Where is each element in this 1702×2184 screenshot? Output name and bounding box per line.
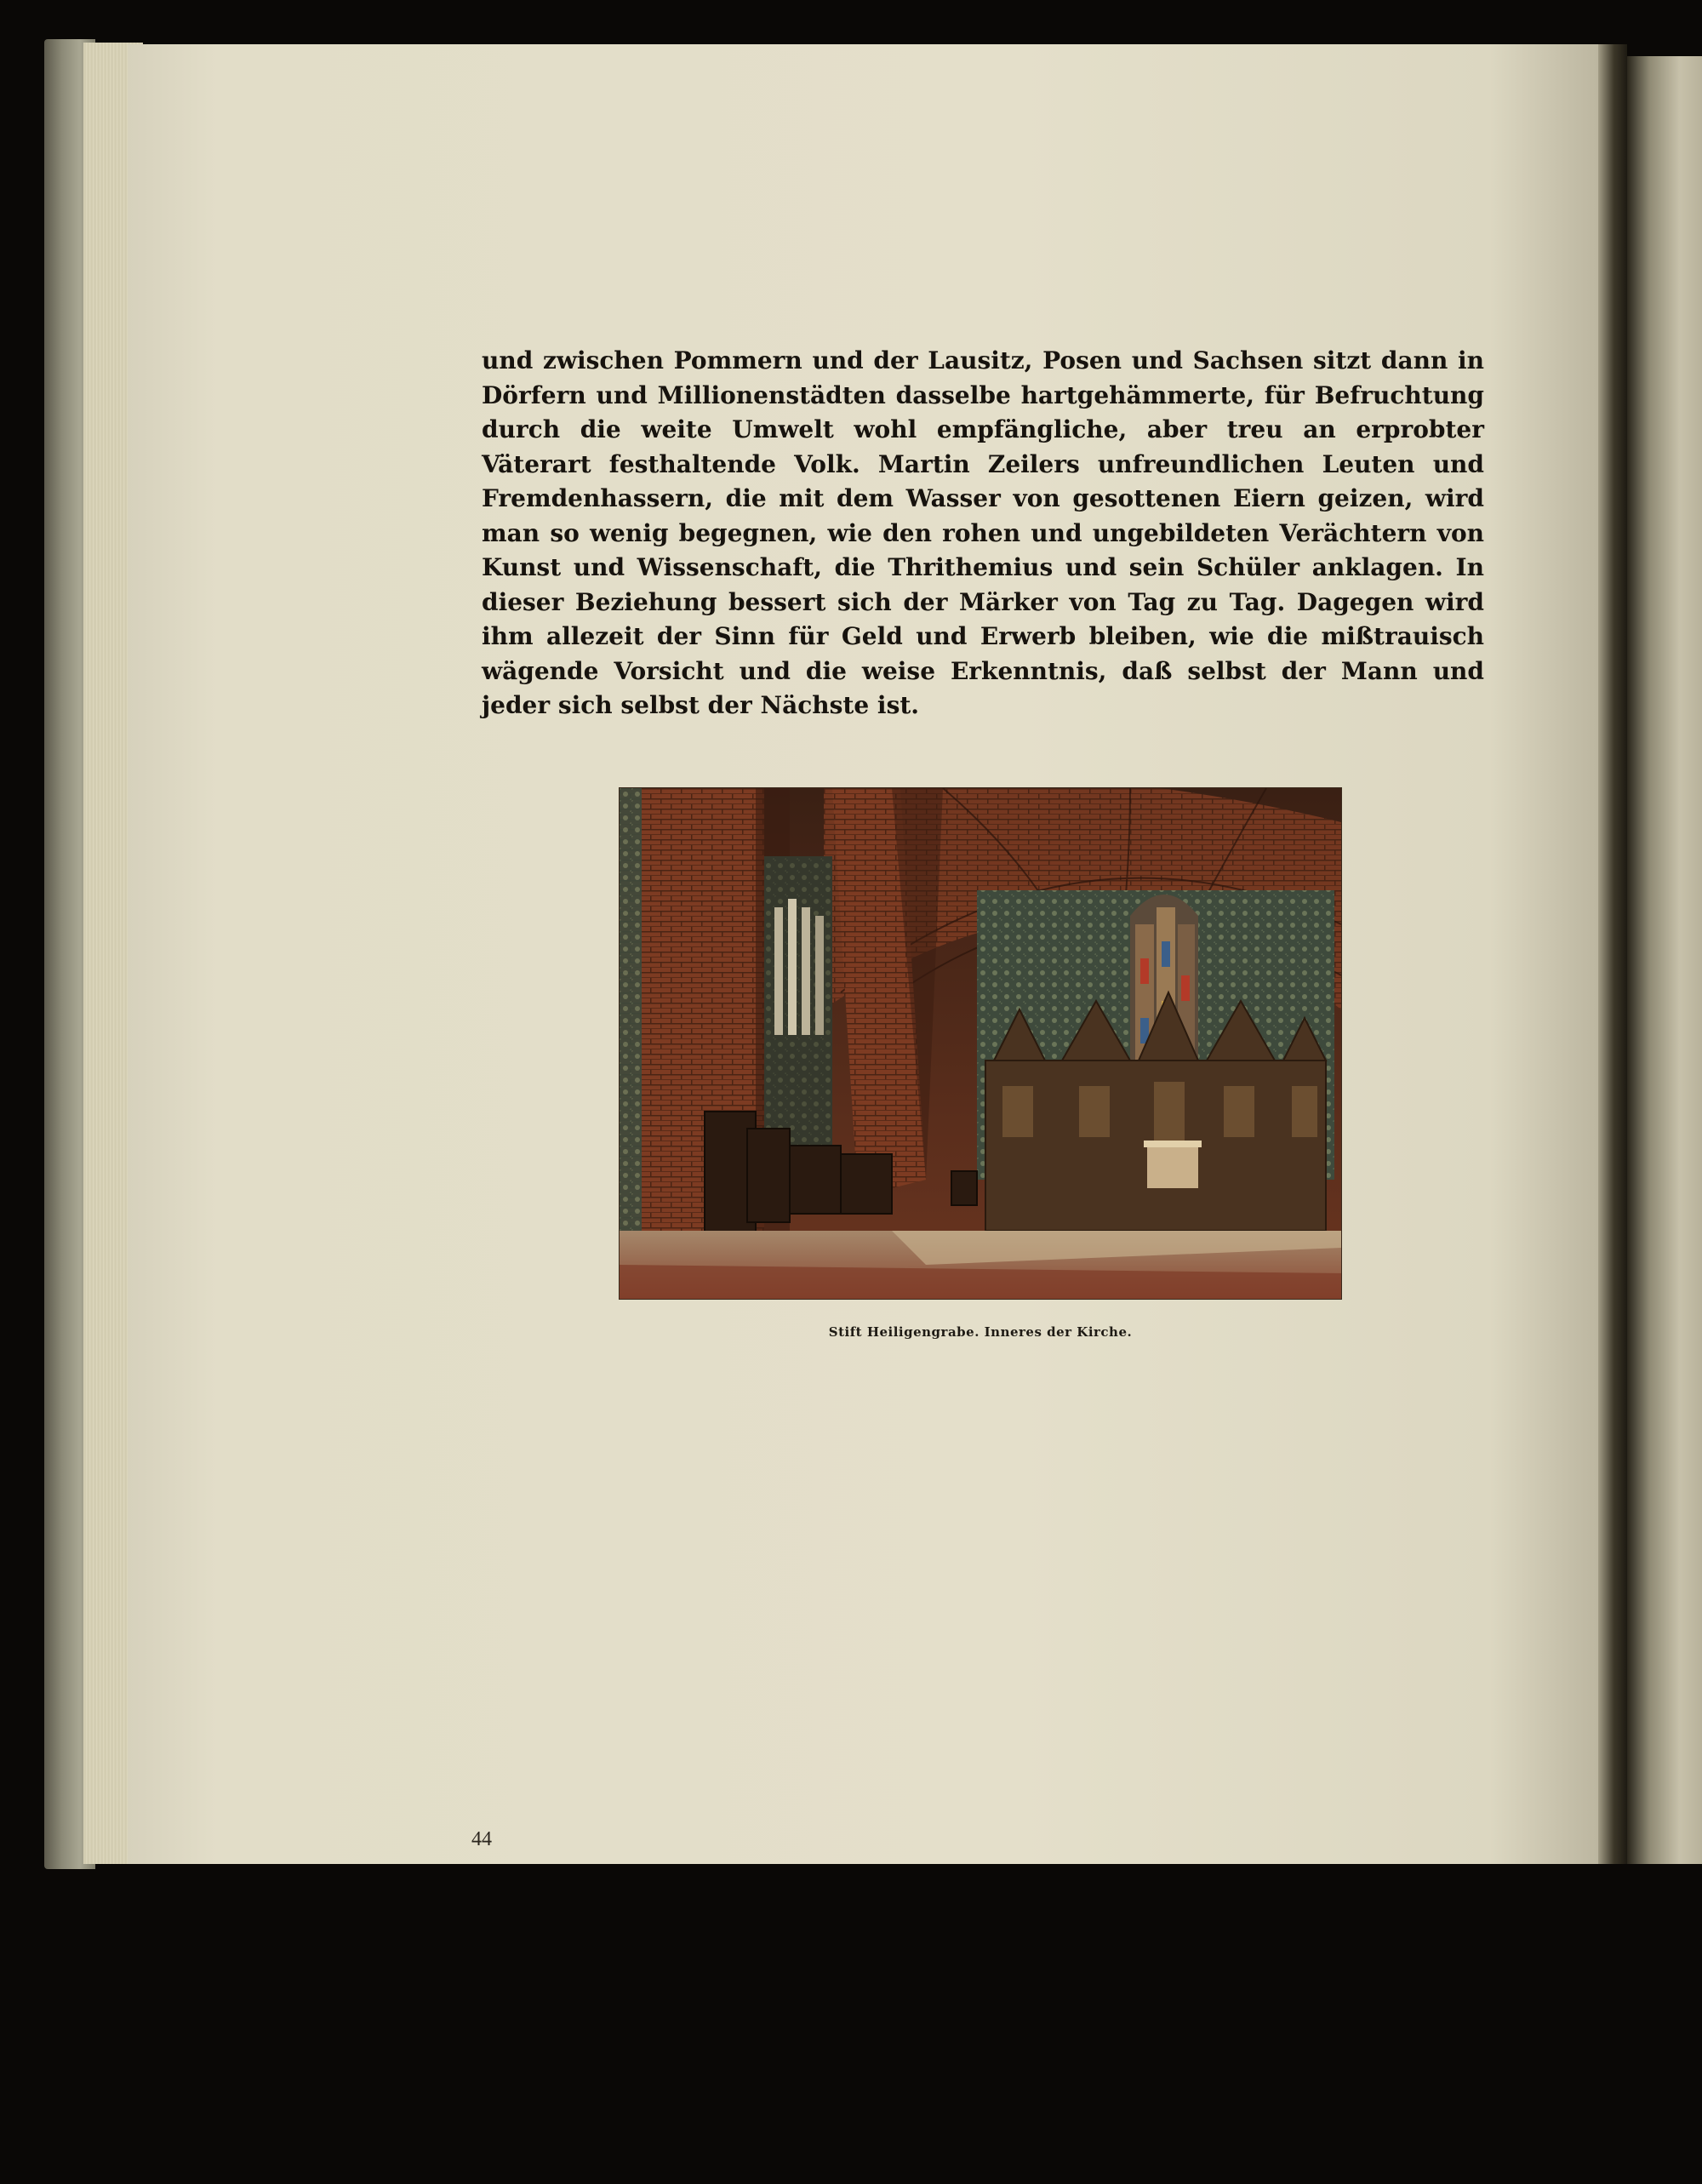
page-number: 44 [471, 1828, 492, 1850]
figure-caption: Stift Heiligengrabe. Inneres der Kirche. [828, 1324, 1133, 1340]
church-interior-photo [620, 788, 1341, 1299]
book-gutter [1598, 44, 1627, 1864]
church-interior-illustration [620, 788, 1341, 1299]
facing-page-edge [1627, 56, 1702, 1864]
body-paragraph: und zwischen Pommern und der Lausitz, Posen und Sachsen sitzt dann in Dörfern und Millionenstädten dasselbe hartgehämmerte, für Befruchtung durch die weite Umwelt wohl empfängliche, aber treu an erprobter Väterart festhaltende Volk. Martin Zeilers unfreundlichen Leuten und Fremdenhassern, die mit dem Wasser von gesottenen Eiern geizen, wird man so wenig begegnen, wie den rohen und ungebildeten Verächtern von Kunst und Wissenschaft, die Thrithemius und sein Schüler anklagen. In dieser Beziehung bessert sich der Märker von Tag zu Tag. Dagegen wird ihm allezeit der Sinn für Geld und Erwerb bleiben, wie die mißtrauisch wägende Vorsicht und die weise Erkenntnis, daß selbst der Mann und jeder sich selbst der Nächste ist. [482, 346, 1484, 719]
